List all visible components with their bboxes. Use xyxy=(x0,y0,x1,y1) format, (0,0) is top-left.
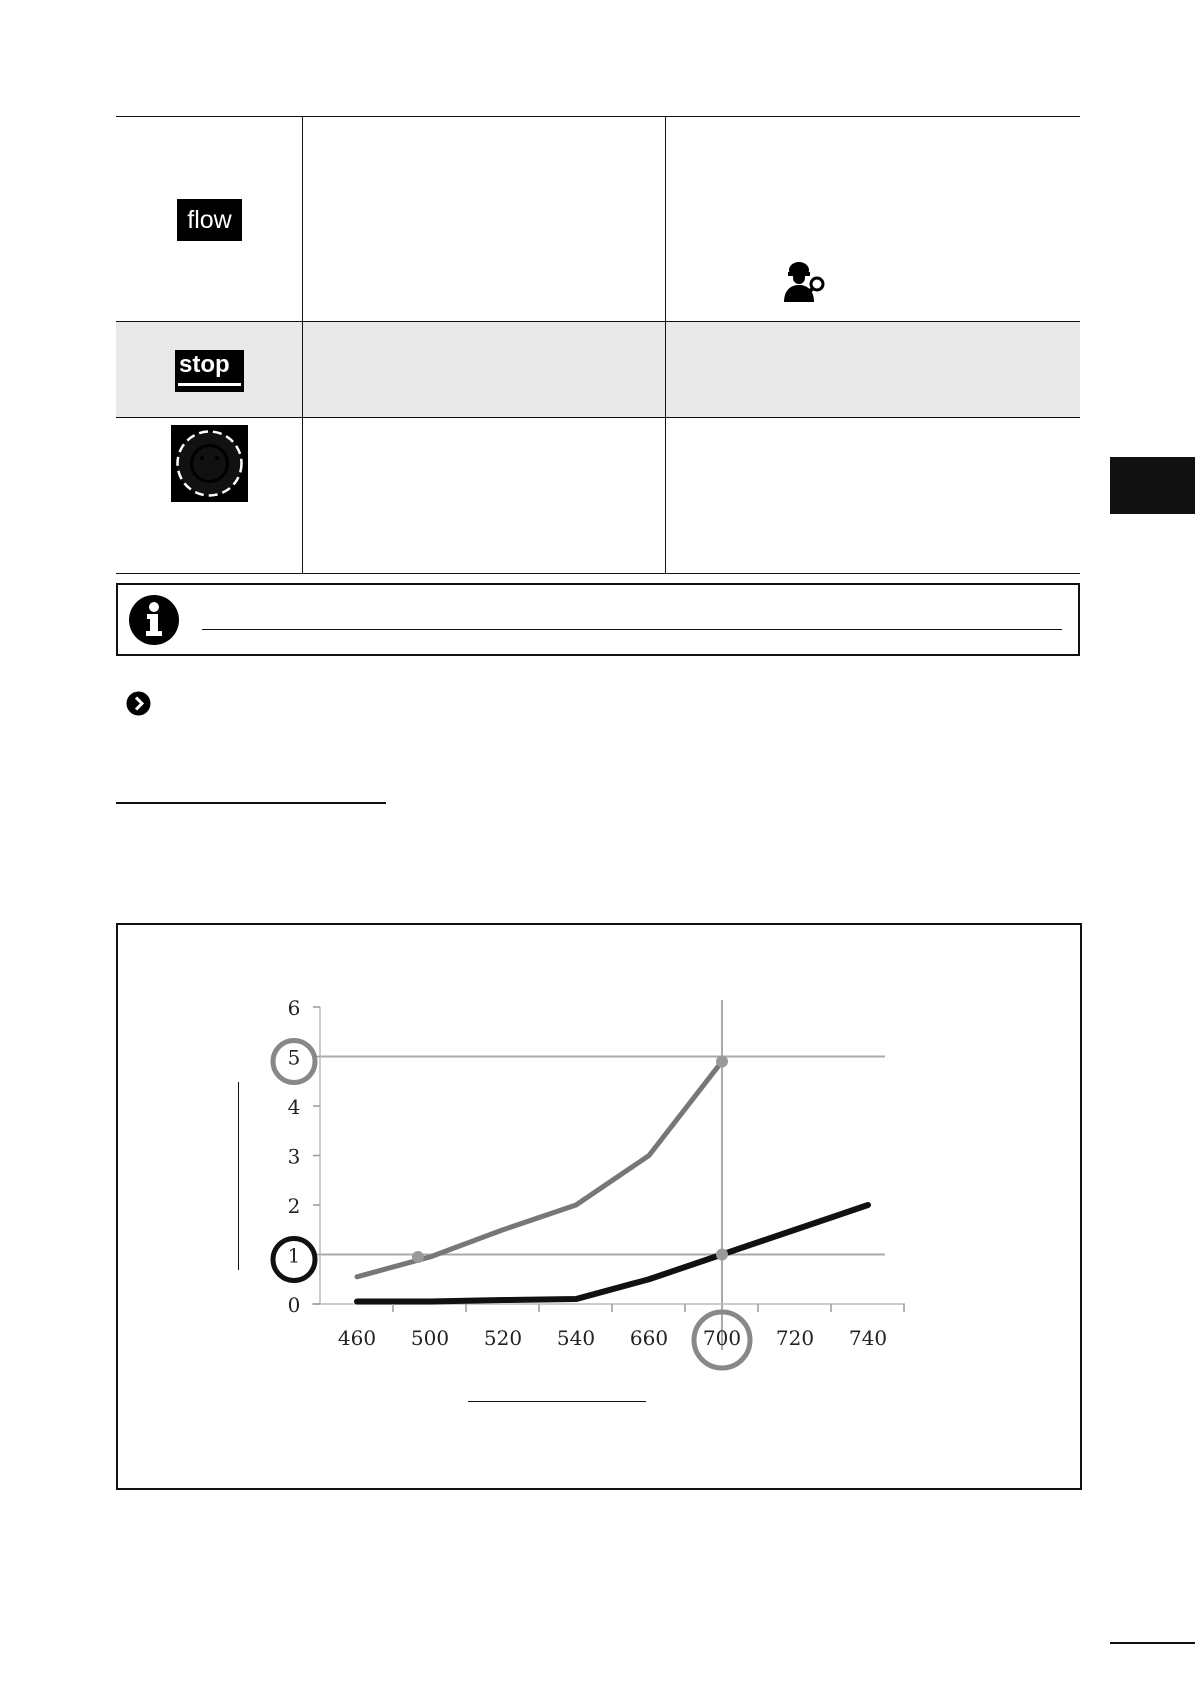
x-tick-label: 700 xyxy=(702,1326,742,1350)
x-tick-label: 660 xyxy=(629,1326,669,1350)
y-tick-label: 1 xyxy=(287,1243,301,1268)
x-tick-label: 460 xyxy=(337,1326,377,1350)
x-tick-label: 720 xyxy=(775,1326,815,1350)
y-tick-label: 0 xyxy=(287,1293,301,1317)
chapter-tab xyxy=(1110,457,1195,514)
y-tick-label: 4 xyxy=(287,1095,301,1119)
x-tick-label: 740 xyxy=(848,1326,888,1350)
chart-grid xyxy=(320,1000,888,1350)
y-axis-label-rule xyxy=(238,1082,239,1270)
intersection-point xyxy=(412,1251,424,1263)
flow-icon-label: flow xyxy=(187,205,232,234)
intersection-point xyxy=(716,1249,728,1261)
intersection-point xyxy=(716,1055,728,1067)
series-line xyxy=(357,1061,722,1276)
y-tick-label: 6 xyxy=(287,996,301,1020)
x-axis-label-rule xyxy=(468,1401,646,1402)
y-tick-label: 3 xyxy=(287,1144,301,1169)
y-tick-label: 5 xyxy=(287,1045,301,1070)
page-number-rule xyxy=(1110,1642,1195,1644)
chart-ticks xyxy=(288,996,904,1350)
x-tick-label: 520 xyxy=(483,1326,523,1350)
x-tick-label: 500 xyxy=(410,1326,450,1350)
chart-highlights xyxy=(273,1041,750,1369)
chart-series xyxy=(357,1061,868,1301)
stop-icon-label: stop xyxy=(179,351,230,378)
chart-axes xyxy=(312,1007,905,1304)
x-tick-label: 540 xyxy=(556,1326,596,1350)
y-tick-label: 2 xyxy=(287,1194,301,1218)
